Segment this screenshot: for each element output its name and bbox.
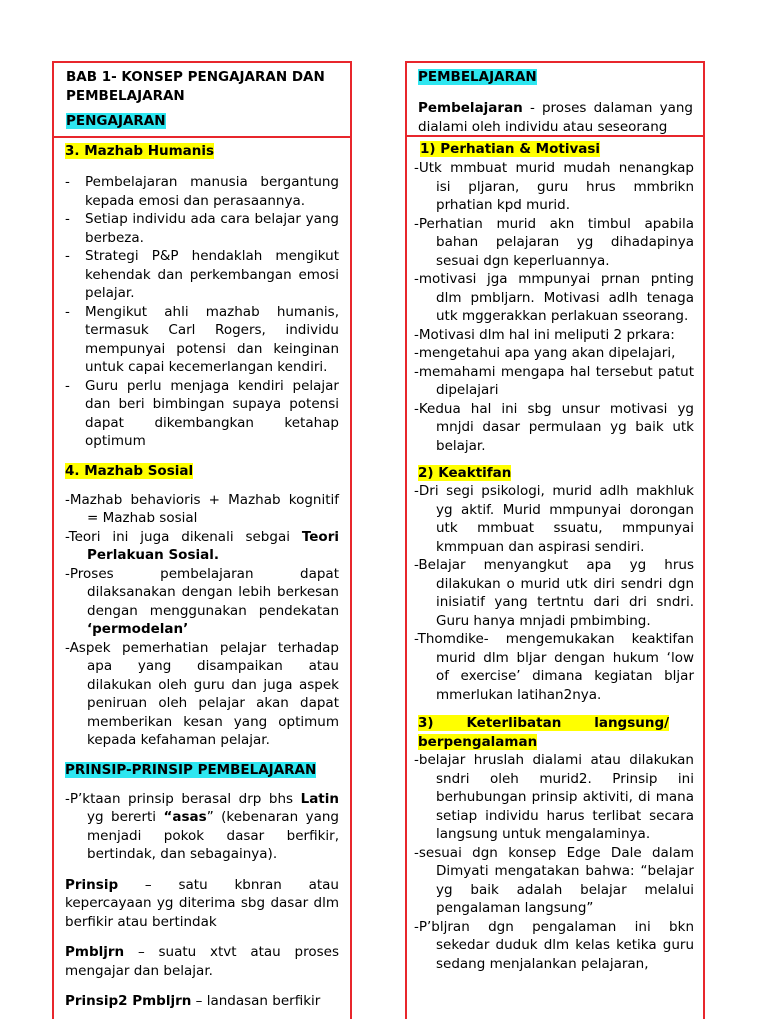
keterlibatan-item: -sesuai dgn konsep Edge Dale dalam Dimyati mengatakan bahwa: “belajar yg baik adalah belajar melalui pengalaman langsung” [414, 844, 694, 916]
prinsip-text-c: yg bererti [87, 809, 164, 825]
left-header-box [52, 61, 352, 139]
keaktifan-item: -Belajar menyangkut apa yg hrus dilakukan o murid utk diri sendri dgn inisiatif yang tertntu dari dri sndri. Guru hanya mnjadi pmbimbing. [414, 557, 694, 629]
keaktifan-item: -Dri segi psikologi, murid adlh makhluk yg aktif. Murid mmpunyai dorongan utk mmbuat ssuatu, mmpunyai kmmpuan dan aspirasi sendiri. [414, 483, 694, 555]
right-content-box [405, 135, 705, 1019]
sosial-item-2-bold: Teori Perlakuan Sosial. [87, 528, 339, 563]
pembelajaran-heading: PEMBELAJARAN [418, 69, 537, 85]
prinsip-pmbljrn-term: Prinsip2 Pmbljrn [65, 993, 192, 1009]
sosial-heading: 4. Mazhab Sosial [65, 462, 194, 479]
list-item: - Setiap individu ada cara belajar yang berbeza. [65, 210, 339, 247]
list-item: - Pembelajaran manusia bergantung kepada emosi dan perasaannya. [65, 173, 339, 210]
sosial-item-2-text: -Teori ini juga dikenali sebgai [65, 528, 302, 545]
chapter-title-line1: BAB 1- KONSEP PENGAJARAN DAN [66, 69, 325, 85]
perhatian-item: -Motivasi dlm hal ini meliputi 2 prkara: [414, 326, 675, 343]
sosial-item-3 [65, 565, 339, 639]
humanis-list [65, 173, 339, 451]
list-item: - Strategi P&P hendaklah mengikut kehendak dan perkembangan emosi pelajar. [65, 247, 339, 303]
pembelajaran-definition [418, 99, 693, 136]
chapter-title-line2: PEMBELAJARAN [66, 88, 185, 104]
list-item: - Mengikut ahli mazhab humanis, termasuk Carl Rogers, individu mempunyai potensi dan keinginan untuk capai kecemerlangan kendiri. [65, 303, 339, 377]
prinsip-def-term: Prinsip [65, 876, 119, 893]
sosial-item-2 [65, 528, 339, 565]
sosial-item-3-bold: ‘permodelan’ [87, 621, 189, 637]
prinsip-pmbljrn-text: – landasan berfikir [191, 993, 321, 1009]
perhatian-heading: 1) Perhatian & Motivasi [420, 141, 601, 157]
pmbljrn-term: Pmbljrn [65, 944, 125, 960]
keterlibatan-item: -belajar hruslah dialami atau dilakukan sndri oleh murid2. Prinsip ini berhubungan prinsip aktiviti, di mana setiap individu harus terlibat secara langsung untuk mengalaminya. [414, 752, 694, 842]
sosial-item-4: -Aspek pemerhatian pelajar terhadap apa yang disampaikan atau dilakukan oleh guru dan juga aspek peniruan oleh pelajar akan dapat memberikan kesan yang optimum kepada kefahaman pelajar. [65, 639, 339, 748]
prinsip-heading: PRINSIP-PRINSIP PEMBELAJARAN [65, 761, 317, 778]
keaktifan-heading: 2) Keaktifan [418, 465, 512, 481]
sosial-item-3-text: -Proses pembelajaran dapat dilaksanakan dengan lebih berkesan dengan menggunakan pendekatan [65, 565, 339, 619]
left-content-box [52, 136, 352, 1019]
perhatian-item: -Utk mmbuat murid mudah nenangkap isi pljaran, guru hrus mmbrikn prhatian kpd murid. [414, 160, 694, 213]
prinsip-text-e: ” (kebenaran yang menjadi pokok dasar berfikir, bertindak, dan sebagainya). [87, 809, 339, 862]
keterlibatan-item: -P’bljran dgn pengalaman ini bkn sekedar duduk dlm kelas ketika guru sedang menjalankan pelajaran, [414, 918, 694, 972]
keterlibatan-heading-line2: berpengalaman [418, 733, 538, 750]
perhatian-item: -Perhatian murid akn timbul apabila bahan pelajaran yg dihadapinya sesuai dgn keperluannya. [414, 215, 694, 269]
keterlibatan-heading [418, 714, 694, 751]
prinsip-def-text: – satu kbnran atau kepercayaan yg diterima sbg dasar dlm berfikir atau bertindak [65, 876, 339, 930]
prinsip-asas: “asas [163, 809, 207, 825]
right-header-box [405, 61, 705, 137]
humanis-heading: 3. Mazhab Humanis [65, 143, 215, 159]
perhatian-item: -Kedua hal ini sbg unsur motivasi yg mnjdi dasar permulaan yg baik utk belajar. [414, 400, 694, 454]
perhatian-item: -mengetahui apa yang akan dipelajari, [414, 345, 676, 361]
pembelajaran-def-text: - proses dalaman yang dialami oleh individu atau seseorang [418, 100, 693, 135]
pengajaran-heading: PENGAJARAN [66, 113, 166, 129]
pembelajaran-term: Pembelajaran [418, 100, 523, 116]
list-item: - Guru perlu menjaga kendiri pelajar dan beri bimbingan supaya potensi dapat dikembangkan ketahap optimum [65, 377, 339, 451]
sosial-item-1: -Mazhab behavioris + Mazhab kognitif = Mazhab sosial [65, 491, 339, 526]
pmbljrn-definition [65, 943, 339, 980]
keaktifan-item: -Thomdike- mengemukakan keaktifan murid dlm bljar dengan hukum ‘low of exercise’ dimana kegiatan bljar mmerlukan latihan2nya. [414, 631, 694, 703]
perhatian-item: -motivasi jga mmpunyai prnan pnting dlm pmbljarn. Motivasi adlh tenaga utk mggerakkan perlakuan sseorang. [414, 271, 694, 324]
perhatian-item: -memahami mengapa hal tersebut patut dipelajari [414, 363, 694, 398]
pmbljrn-text: – suatu xtvt atau proses mengajar dan belajar. [65, 944, 339, 979]
prinsip-latin: Latin [300, 790, 339, 807]
prinsip-item-1 [65, 790, 339, 864]
prinsip-pmbljrn-cut [65, 992, 339, 1011]
keterlibatan-heading-line1: 3) Keterlibatan langsung/ [418, 715, 670, 731]
prinsip-text-a: -P’ktaan prinsip berasal drp bhs [65, 790, 301, 807]
prinsip-definition [65, 876, 339, 932]
